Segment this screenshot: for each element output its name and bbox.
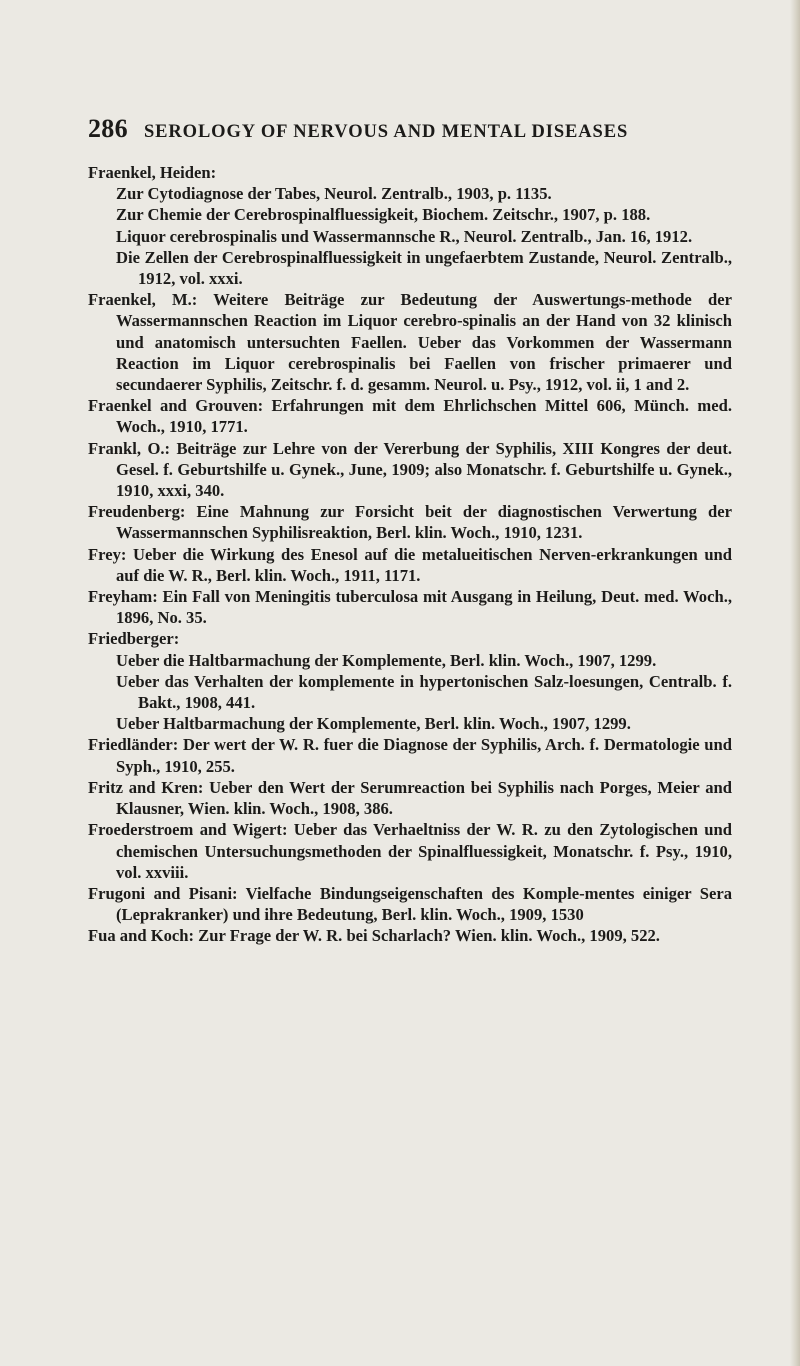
bib-work: Ueber Haltbarmachung der Komplemente, Berl. klin. Woch., 1907, 1299. [116,714,631,734]
bibliography-list [88,162,732,947]
bib-entry: Frankl, O.: Beiträge zur Lehre von der Vererbung der Syphilis, XIII Kongres der deut. Gesel. f. Geburtshilfe u. Gynek., June, 1909; also Monatschr. f. Geburtshilfe u. Gynek., 1910, xxxi, 340. [88,438,732,501]
running-head-title: SEROLOGY OF NERVOUS AND MENTAL DISEASES [143,122,629,142]
bib-entry: Frugoni and Pisani: Vielfache Bindungseigenschaften des Komple-mentes einiger Sera (Leprakranker) und ihre Bedeutung, Berl. klin. Woch., 1909, 1530 [88,883,732,925]
bib-entry: Friedländer: Der wert der W. R. fuer die Diagnose der Syphilis, Arch. f. Dermatologie und Syph., 1910, 255. [88,735,732,776]
bib-work: Zur Chemie der Cerebrospinalfluessigkeit, Biochem. Zeitschr., 1907, p. 188. [116,205,651,225]
page-edge [790,0,800,1366]
bib-entry: Fua and Koch: Zur Frage der W. R. bei Scharlach? Wien. klin. Woch., 1909, 522. [88,926,660,946]
page-number: 286 [88,114,128,143]
bib-entry-friedberger [88,628,732,734]
running-header [88,114,728,144]
bib-work: Die Zellen der Cerebrospinalfluessigkeit in ungefaerbtem Zustande, Neurol. Zentralb., 1912, vol. xxxi. [116,247,732,289]
bib-entry: Frey: Ueber die Wirkung des Enesol auf die metalueitischen Nerven-erkrankungen und auf die W. R., Berl. klin. Woch., 1911, 1171. [88,544,732,585]
bib-entry: Froederstroem and Wigert: Ueber das Verhaeltniss der W. R. zu den Zytologischen und chemischen Untersuchungsmethoden der Spinalfluessigkeit, Monatschr. f. Psy., 1910, vol. xxviii. [88,820,732,882]
bib-entry: Fritz and Kren: Ueber den Wert der Serumreaction bei Syphilis nach Porges, Meier and Klausner, Wien. klin. Woch., 1908, 386. [88,777,732,819]
bib-author: Friedberger: [88,629,180,649]
bib-entry-fraenkel-heiden [88,162,732,289]
bib-entry: Fraenkel, M.: Weitere Beiträge zur Bedeutung der Auswertungs-methode der Wassermannschen Reaction im Liquor cerebro-spinalis an der Hand von 32 klinisch und anatomisch untersuchten Faellen. Ueber das Vorkommen der Wassermann Reaction im Liquor cerebrospinalis bei Faellen von frischer primaerer und secundaerer Syphilis, Zeitschr. f. d. gesamm. Neurol. u. Psy., 1912, vol. ii, 1 and 2. [88,290,732,395]
bib-work: Ueber das Verhalten der komplemente in hypertonischen Salz-loesungen, Centralb. f. Bakt., 1908, 441. [116,671,732,713]
bib-work: Ueber die Haltbarmachung der Komplemente, Berl. klin. Woch., 1907, 1299. [116,650,657,670]
bib-author: Fraenkel, Heiden: [88,163,217,182]
bib-work: Zur Cytodiagnose der Tabes, Neurol. Zentralb., 1903, p. 1135. [116,184,552,204]
bib-work: Liquor cerebrospinalis und Wassermannsche R., Neurol. Zentralb., Jan. 16, 1912. [116,226,693,246]
bib-entry: Freudenberg: Eine Mahnung zur Forsicht beit der diagnostischen Verwertung der Wassermannschen Syphilisreaktion, Berl. klin. Woch., 1910, 1231. [88,502,732,543]
bib-entry: Freyham: Ein Fall von Meningitis tuberculosa mit Ausgang in Heilung, Deut. med. Woch., 1896, No. 35. [88,587,732,628]
bib-entry: Fraenkel and Grouven: Erfahrungen mit dem Ehrlichschen Mittel 606, Münch. med. Woch., 1910, 1771. [88,396,732,437]
